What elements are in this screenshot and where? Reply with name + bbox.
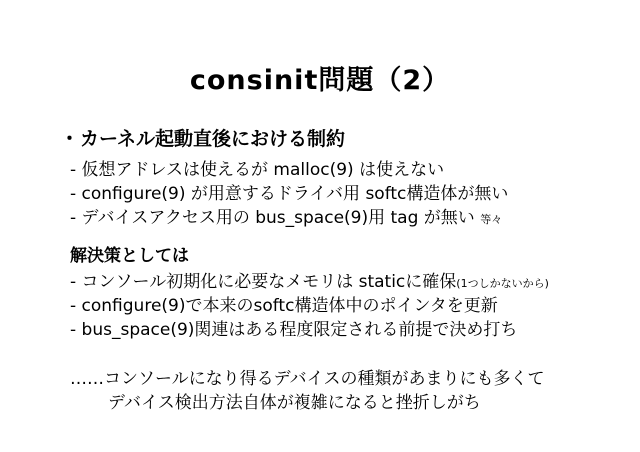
solution-text: - コンソール初期化に必要なメモリは staticに確保 bbox=[70, 272, 457, 292]
bullet-heading-text: カーネル起動直後における制約 bbox=[80, 128, 346, 150]
solution-suffix: (1つしかないから) bbox=[456, 277, 549, 290]
solution-line-2 bbox=[70, 291, 498, 316]
bullet-mark: ・ bbox=[60, 128, 80, 150]
slide-title: consinit問題（2） bbox=[189, 65, 451, 96]
bullet-heading bbox=[60, 124, 345, 151]
constraint-text: - configure(9) が用意するドライバ用 softc構造体が無い bbox=[70, 184, 509, 204]
solution-line-1 bbox=[70, 267, 549, 292]
constraint-text: - デバイスアクセス用の bus_space(9)用 tag が無い bbox=[70, 208, 481, 228]
solution-line-3 bbox=[70, 315, 517, 340]
constraint-text: - 仮想アドレスは使えるが malloc(9) は使えない bbox=[70, 160, 445, 180]
note-line-1: ……コンソールになり得るデバイスの種類があまりにも多くて bbox=[70, 369, 545, 389]
constraint-suffix: 等々 bbox=[480, 213, 503, 226]
constraint-line-2 bbox=[70, 179, 508, 204]
constraint-line-3 bbox=[70, 203, 502, 228]
constraint-line-1 bbox=[70, 155, 444, 180]
solution-heading: 解決策としては bbox=[70, 246, 189, 266]
solution-text: - bus_space(9)関連はある程度限定される前提で決め打ち bbox=[70, 320, 518, 340]
solution-text: - configure(9)で本来のsoftc構造体中のポインタを更新 bbox=[70, 296, 498, 316]
note-line-2: デバイス検出方法自体が複雑になると挫折しがち bbox=[108, 393, 481, 413]
